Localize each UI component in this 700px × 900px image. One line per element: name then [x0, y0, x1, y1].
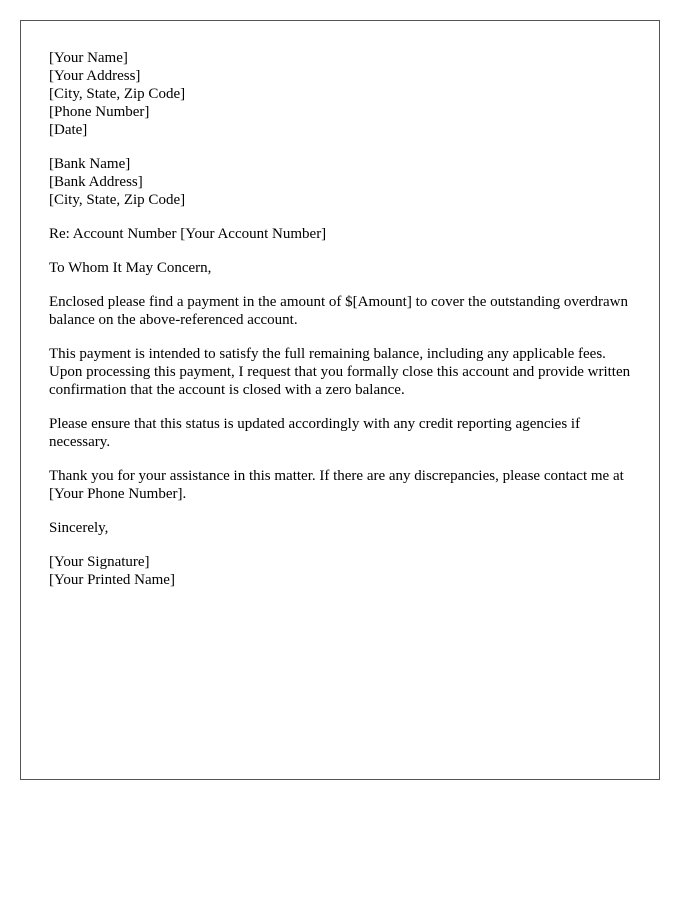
- sender-phone: [Phone Number]: [49, 104, 150, 120]
- letter-body: [49, 49, 635, 605]
- closing: Sincerely,: [49, 520, 109, 536]
- letter-page: [20, 20, 660, 780]
- sender-city-state-zip: [City, State, Zip Code]: [49, 86, 186, 102]
- salutation: To Whom It May Concern,: [49, 260, 212, 276]
- signature-block: [49, 553, 635, 589]
- sender-address: [Your Address]: [49, 68, 141, 84]
- bank-name: [Bank Name]: [49, 156, 131, 172]
- paragraph-payment: Enclosed please find a payment in the amount of $[Amount] to cover the outstanding overdrawn balance on the above-referenced account.: [49, 294, 629, 328]
- subject-line: Re: Account Number [Your Account Number]: [49, 226, 327, 242]
- paragraph-thanks: Thank you for your assistance in this matter. If there are any discrepancies, please contact me at [Your Phone Number].: [49, 468, 624, 502]
- sender-block: [49, 49, 635, 139]
- bank-city-state-zip: [City, State, Zip Code]: [49, 192, 186, 208]
- paragraph-credit-reporting: Please ensure that this status is updated accordingly with any credit reporting agencies if necessary.: [49, 416, 581, 450]
- letter-date: [Date]: [49, 122, 88, 138]
- paragraph-close-request: This payment is intended to satisfy the full remaining balance, including any applicable fees. Upon processing this payment, I request that you formally close this account and provide written confirmation that the account is closed with a zero balance.: [49, 346, 631, 398]
- sender-name: [Your Name]: [49, 50, 128, 66]
- printed-name: [Your Printed Name]: [49, 572, 175, 588]
- bank-address: [Bank Address]: [49, 174, 143, 190]
- recipient-block: [49, 155, 635, 209]
- signature-line: [Your Signature]: [49, 554, 150, 570]
